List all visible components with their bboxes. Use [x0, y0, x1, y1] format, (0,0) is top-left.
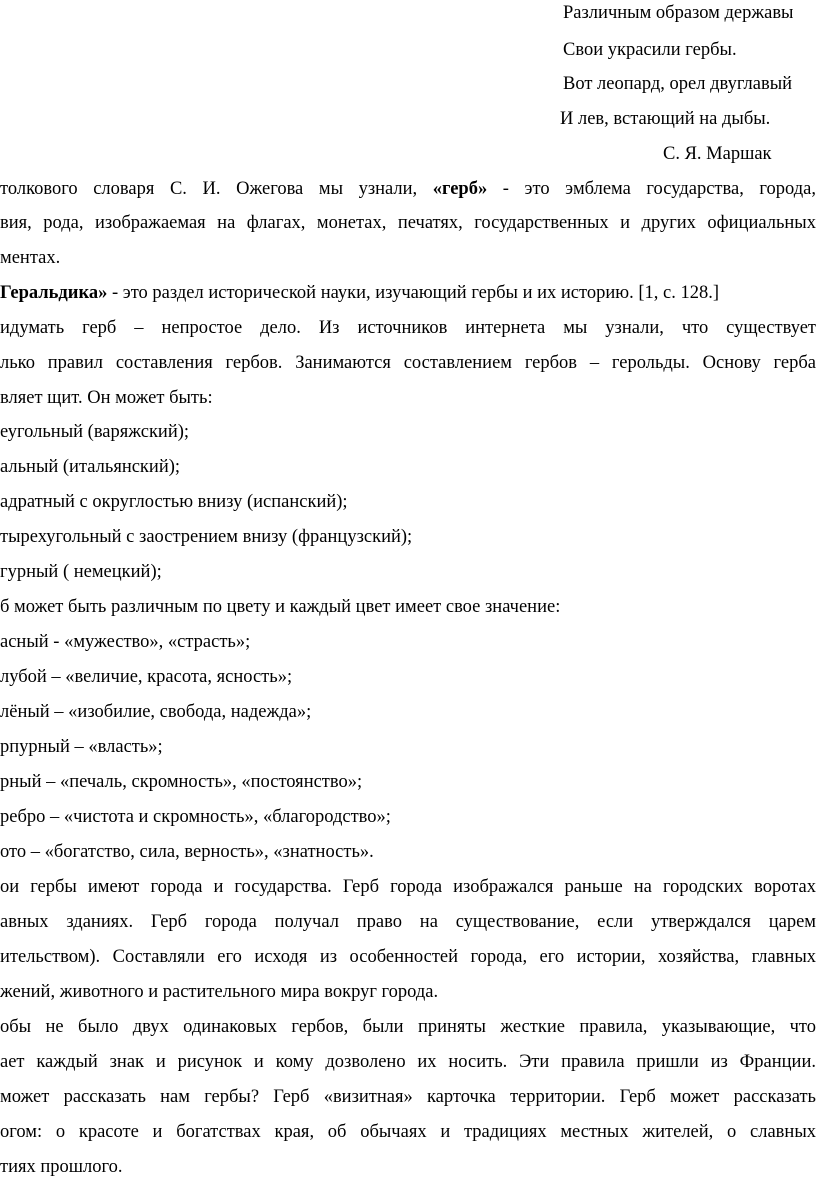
list-item: гурный ( немецкий); [0, 562, 162, 582]
list-item: рпурный – «власть»; [0, 737, 163, 757]
epigraph-author: С. Я. Маршак [663, 144, 772, 164]
paragraph-line: обы не было двух одинаковых гербов, были приняты жесткие правила, указывающие, что [0, 1017, 816, 1037]
list-item: ребро – «чистота и скромность», «благородство»; [0, 807, 391, 827]
list-item: тырехугольный с заострением внизу (французский); [0, 527, 413, 547]
paragraph-line: ои гербы имеют города и государства. Герб города изображался раньше на городских воротах [0, 877, 816, 897]
list-item: альный (итальянский); [0, 457, 181, 477]
list-item: асный - «мужество», «страсть»; [0, 632, 251, 652]
paragraph-line: жений, животного и растительного мира вокруг города. [0, 982, 439, 1002]
paragraph-line: толкового словаря С. И. Ожегова мы узнали, «герб» - это эмблема государства, города, [0, 179, 816, 199]
paragraph-line: огом: о красоте и богатствах края, об обычаях и традициях местных жителей, о славных [0, 1122, 816, 1142]
list-item: адратный с округлостью внизу (испанский); [0, 492, 348, 512]
list-item: лубой – «величие, красота, ясность»; [0, 667, 293, 687]
paragraph-line: б может быть различным по цвету и каждый цвет имеет свое значение: [0, 597, 561, 617]
list-item: еугольный (варяжский); [0, 422, 190, 442]
paragraph-line: идумать герб – непростое дело. Из источников интернета мы узнали, что существует [0, 318, 816, 338]
list-item: ото – «богатство, сила, верность», «знатность». [0, 842, 374, 862]
list-item: рный – «печаль, скромность», «постоянство»; [0, 772, 363, 792]
paragraph-line: тиях прошлого. [0, 1157, 123, 1177]
paragraph-line: авных зданиях. Герб города получал право на существование, если утверждался царем [0, 912, 816, 932]
epigraph-line: Свои украсили гербы. [563, 40, 737, 60]
paragraph-line: Геральдика» - это раздел исторической науки, изучающий гербы и их историю. [1, с. 128.] [0, 283, 719, 303]
paragraph-line: ментах. [0, 248, 61, 268]
epigraph-line: И лев, встающий на дыбы. [560, 109, 771, 129]
paragraph-line: может рассказать нам гербы? Герб «визитная» карточка территории. Герб может рассказать [0, 1087, 816, 1107]
epigraph-line: Вот леопард, орел двуглавый [563, 74, 793, 94]
paragraph-line: вия, рода, изображаемая на флагах, монетах, печатях, государственных и других официальных [0, 213, 816, 233]
paragraph-line: вляет щит. Он может быть: [0, 388, 213, 408]
paragraph-line: лько правил составления гербов. Занимаются составлением гербов – герольды. Основу герба [0, 353, 816, 373]
paragraph-line: ает каждый знак и рисунок и кому дозволено их носить. Эти правила пришли из Франции. [0, 1052, 816, 1072]
paragraph-line: ительством). Составляли его исходя из особенностей города, его истории, хозяйства, главных [0, 947, 816, 967]
epigraph-line: Различным образом державы [563, 3, 794, 23]
list-item: лёный – «изобилие, свобода, надежда»; [0, 702, 312, 722]
